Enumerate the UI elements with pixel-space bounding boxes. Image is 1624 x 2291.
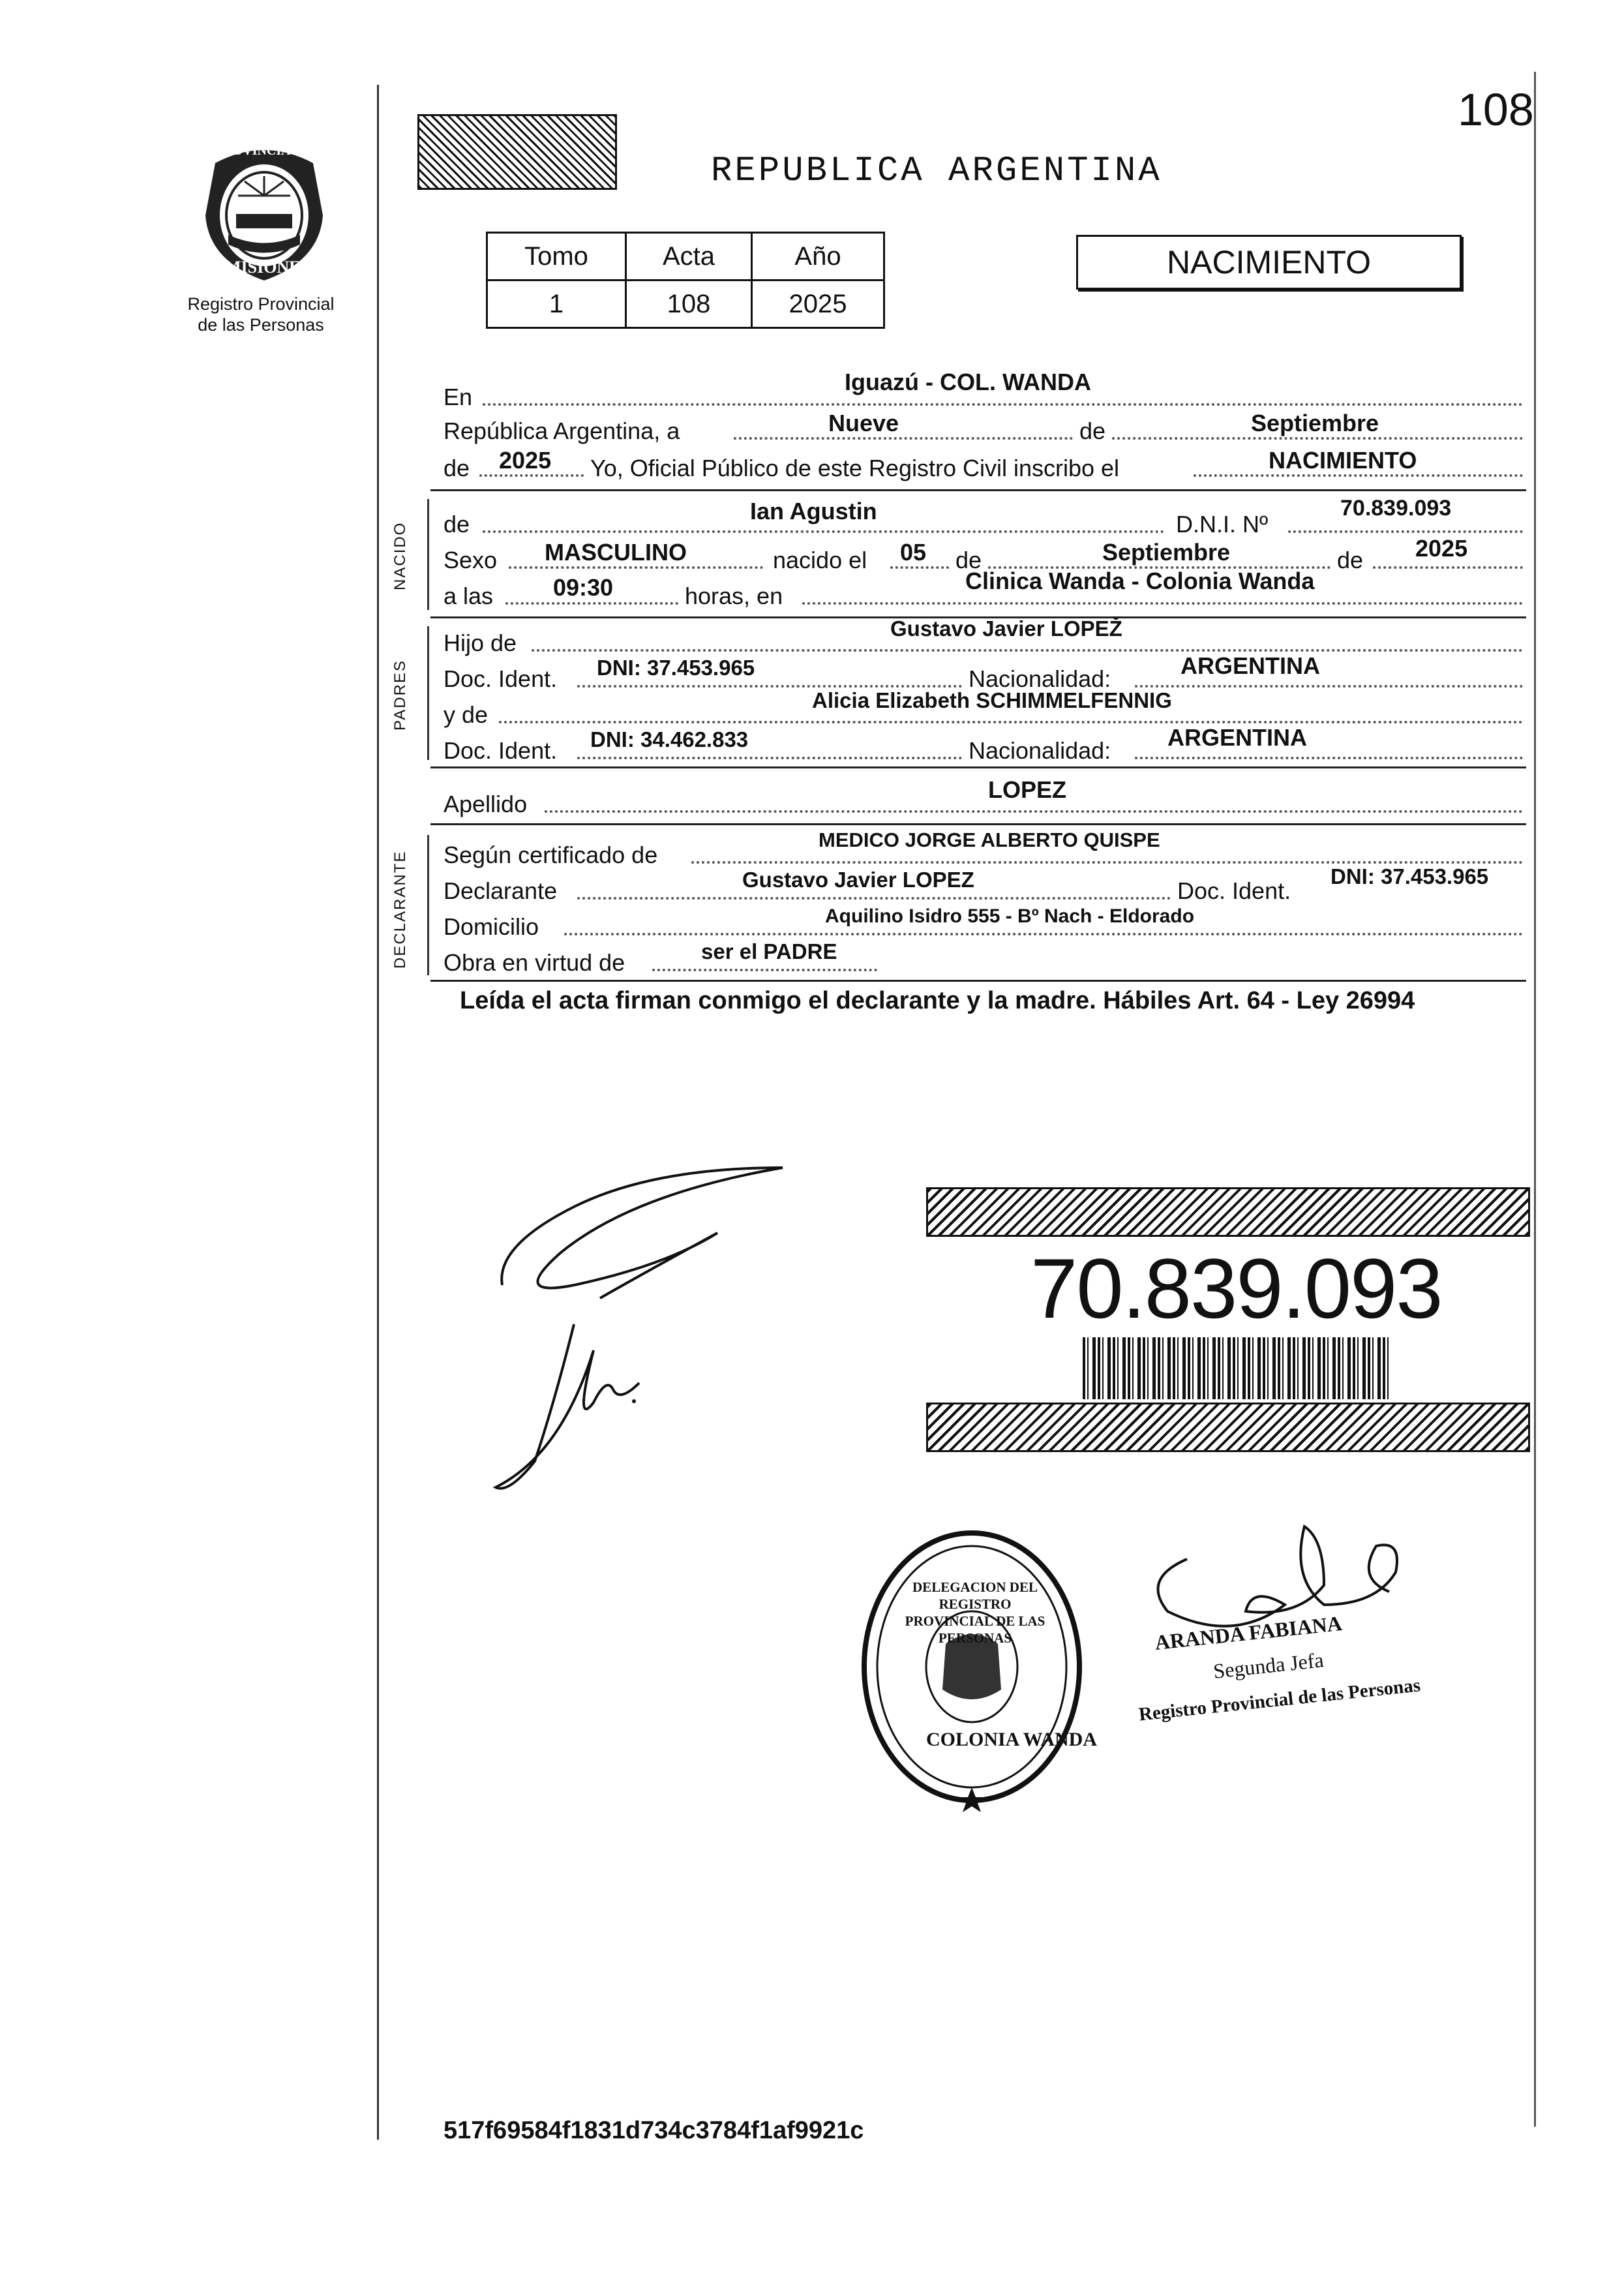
dni-security-band-top (926, 1187, 1530, 1237)
label-doc-ident-father: Doc. Ident. (444, 665, 558, 692)
label-hijo-de: Hijo de (444, 630, 517, 656)
dots-mother-nationality (1135, 757, 1523, 759)
label-dni-no: D.N.I. Nº (1176, 511, 1269, 538)
volume-value-acta: 108 (626, 281, 752, 328)
label-obra-en-virtud: Obra en virtud de (444, 949, 625, 976)
dni-security-band-bottom (926, 1403, 1530, 1452)
dots-sex (509, 566, 763, 569)
record-type-box: NACIMIENTO (1076, 235, 1462, 290)
label-horas-en: horas, en (685, 583, 783, 609)
label-declarante: Declarante (444, 877, 558, 904)
label-sexo: Sexo (444, 547, 498, 573)
label-nacido-el: nacido el (773, 547, 867, 573)
dots-record-kind (1194, 474, 1523, 477)
label-en: En (444, 384, 473, 410)
officer-stamp-office: Registro Provincial de las Personas (1137, 1675, 1422, 1725)
nacido-bracket (427, 499, 429, 610)
label-nacionalidad-mother: Nacionalidad: (969, 737, 1111, 764)
dots-birth-place (802, 602, 1523, 605)
officer-stamp-role: Segunda Jefa (1212, 1648, 1325, 1683)
label-doc-ident-mother: Doc. Ident. (444, 737, 558, 764)
volume-table (486, 232, 885, 329)
dni-number-large: 70.839.093 (1030, 1241, 1442, 1336)
round-stamp-inner-text: COLONIA WANDA (926, 1729, 1097, 1750)
value-sex: MASCULINO (545, 539, 687, 566)
dots-day (734, 437, 1073, 440)
label-de-birth-month: de (955, 547, 982, 573)
label-yo-oficial: Yo, Oficial Público de este Registro Civil inscribo el (590, 455, 1120, 481)
dots-father-doc (577, 685, 962, 688)
separator-line-4 (430, 823, 1526, 825)
volume-value-anio: 2025 (752, 281, 884, 328)
dots-birth-year (1373, 566, 1523, 569)
value-father-name: Gustavo Javier LOPEŽ (890, 616, 1122, 641)
registry-label-line1: Registro Provincial (187, 294, 335, 314)
officer-stamp-name: ARANDA FABIANA (1153, 1611, 1344, 1654)
dots-child-name (483, 530, 1164, 533)
value-mother-doc: DNI: 34.462.833 (590, 727, 749, 751)
value-year: 2025 (499, 447, 552, 474)
value-birth-day: 05 (900, 539, 927, 566)
value-record-kind: NACIMIENTO (1269, 447, 1417, 474)
volume-table-value-row (487, 281, 884, 328)
label-doc-ident-declarant: Doc. Ident. (1177, 877, 1291, 904)
volume-value-tomo: 1 (487, 281, 626, 328)
dots-declarant-name (577, 897, 1171, 900)
value-day-word: Nueve (828, 410, 899, 436)
value-birth-year: 2025 (1415, 535, 1468, 562)
separator-line-3 (430, 766, 1526, 768)
dots-surname (545, 810, 1523, 813)
volume-table-header-row (487, 233, 884, 281)
seal-text-bottom: MISIONES (225, 258, 310, 277)
value-place: Iguazú - COL. WANDA (845, 369, 1091, 395)
declarant-signature-icon (483, 1155, 848, 1520)
label-nacionalidad-father: Nacionalidad: (969, 665, 1111, 692)
official-round-stamp-icon (854, 1520, 1089, 1813)
value-declarant-name: Gustavo Javier LOPEZ (742, 868, 974, 892)
value-mother-nationality: ARGENTINA (1167, 724, 1307, 751)
label-republica: República Argentina, a (444, 417, 680, 444)
side-label-declarante: DECLARANTE (391, 850, 409, 969)
value-declarant-address: Aquilino Isidro 555 - Bº Nach - Eldorado (825, 905, 1195, 927)
security-emblem-icon (417, 114, 617, 190)
declarante-bracket (427, 835, 429, 975)
volume-header-acta: Acta (626, 233, 752, 281)
dots-child-dni (1288, 530, 1523, 533)
dots-father-name (532, 649, 1523, 652)
dots-mother-name (499, 721, 1523, 723)
dots-acting-as (652, 969, 877, 971)
label-domicilio: Domicilio (444, 913, 539, 940)
dots-place (483, 403, 1523, 406)
side-label-nacido: NACIDO (391, 521, 409, 590)
value-birth-month: Septiembre (1102, 539, 1231, 566)
label-de-child: de (444, 511, 470, 538)
value-mother-name: Alicia Elizabeth SCHIMMELFENNIG (812, 688, 1172, 712)
label-de-month: de (1079, 417, 1106, 444)
dots-year (479, 474, 584, 477)
value-declarant-doc: DNI: 37.453.965 (1331, 864, 1489, 888)
document-hash: 517f69584f1831d734c3784f1af9921c (444, 2117, 864, 2144)
dots-birth-day (890, 566, 949, 569)
dots-certificate-by (691, 861, 1523, 864)
value-birth-place: Clinica Wanda - Colonia Wanda (965, 568, 1315, 594)
value-father-doc: DNI: 37.453.965 (597, 656, 755, 680)
registry-label-line2: de las Personas (198, 315, 324, 335)
label-y-de: y de (444, 701, 489, 728)
label-segun-certificado: Según certificado de (444, 842, 658, 868)
dots-month (1112, 437, 1523, 440)
seal-text-top: PROVINCIA DE (215, 144, 312, 158)
barcode-icon (1083, 1337, 1389, 1399)
separator-line-5 (430, 980, 1526, 982)
label-a-las: a las (444, 583, 494, 609)
dots-father-nationality (1135, 685, 1523, 688)
label-apellido: Apellido (444, 791, 528, 817)
value-father-nationality: ARGENTINA (1180, 652, 1320, 679)
value-surname: LOPEZ (988, 776, 1067, 803)
label-de-birth-year: de (1337, 547, 1364, 573)
closing-statement: Leída el acta firman conmigo el declarante y la madre. Hábiles Art. 64 - Ley 26994 (460, 987, 1415, 1014)
side-label-padres: PADRES (391, 660, 409, 731)
right-margin-line (1534, 72, 1536, 2127)
country-title: REPUBLICA ARGENTINA (711, 151, 1162, 191)
value-month: Septiembre (1251, 410, 1379, 436)
padres-bracket (427, 626, 429, 760)
value-birth-time: 09:30 (553, 574, 614, 601)
label-de-year: de (444, 455, 470, 481)
value-child-name: Ian Agustin (750, 498, 877, 524)
dots-birth-time (505, 602, 678, 605)
value-child-dni: 70.839.093 (1340, 496, 1452, 521)
separator-line-1 (430, 489, 1526, 491)
registry-label (163, 294, 359, 335)
value-certificate-by: MEDICO JORGE ALBERTO QUISPE (819, 828, 1160, 851)
volume-header-tomo: Tomo (487, 233, 626, 281)
page-number: 108 (1458, 84, 1534, 135)
left-margin-line (377, 85, 379, 2140)
dots-declarant-address (564, 933, 1523, 935)
dots-mother-doc (577, 757, 962, 759)
value-acting-as: ser el PADRE (701, 939, 837, 963)
volume-header-anio: Año (752, 233, 884, 281)
round-stamp-outer-text: DELEGACION DEL REGISTRO PROVINCIAL DE LAS PERSONAS (905, 1579, 1045, 1646)
